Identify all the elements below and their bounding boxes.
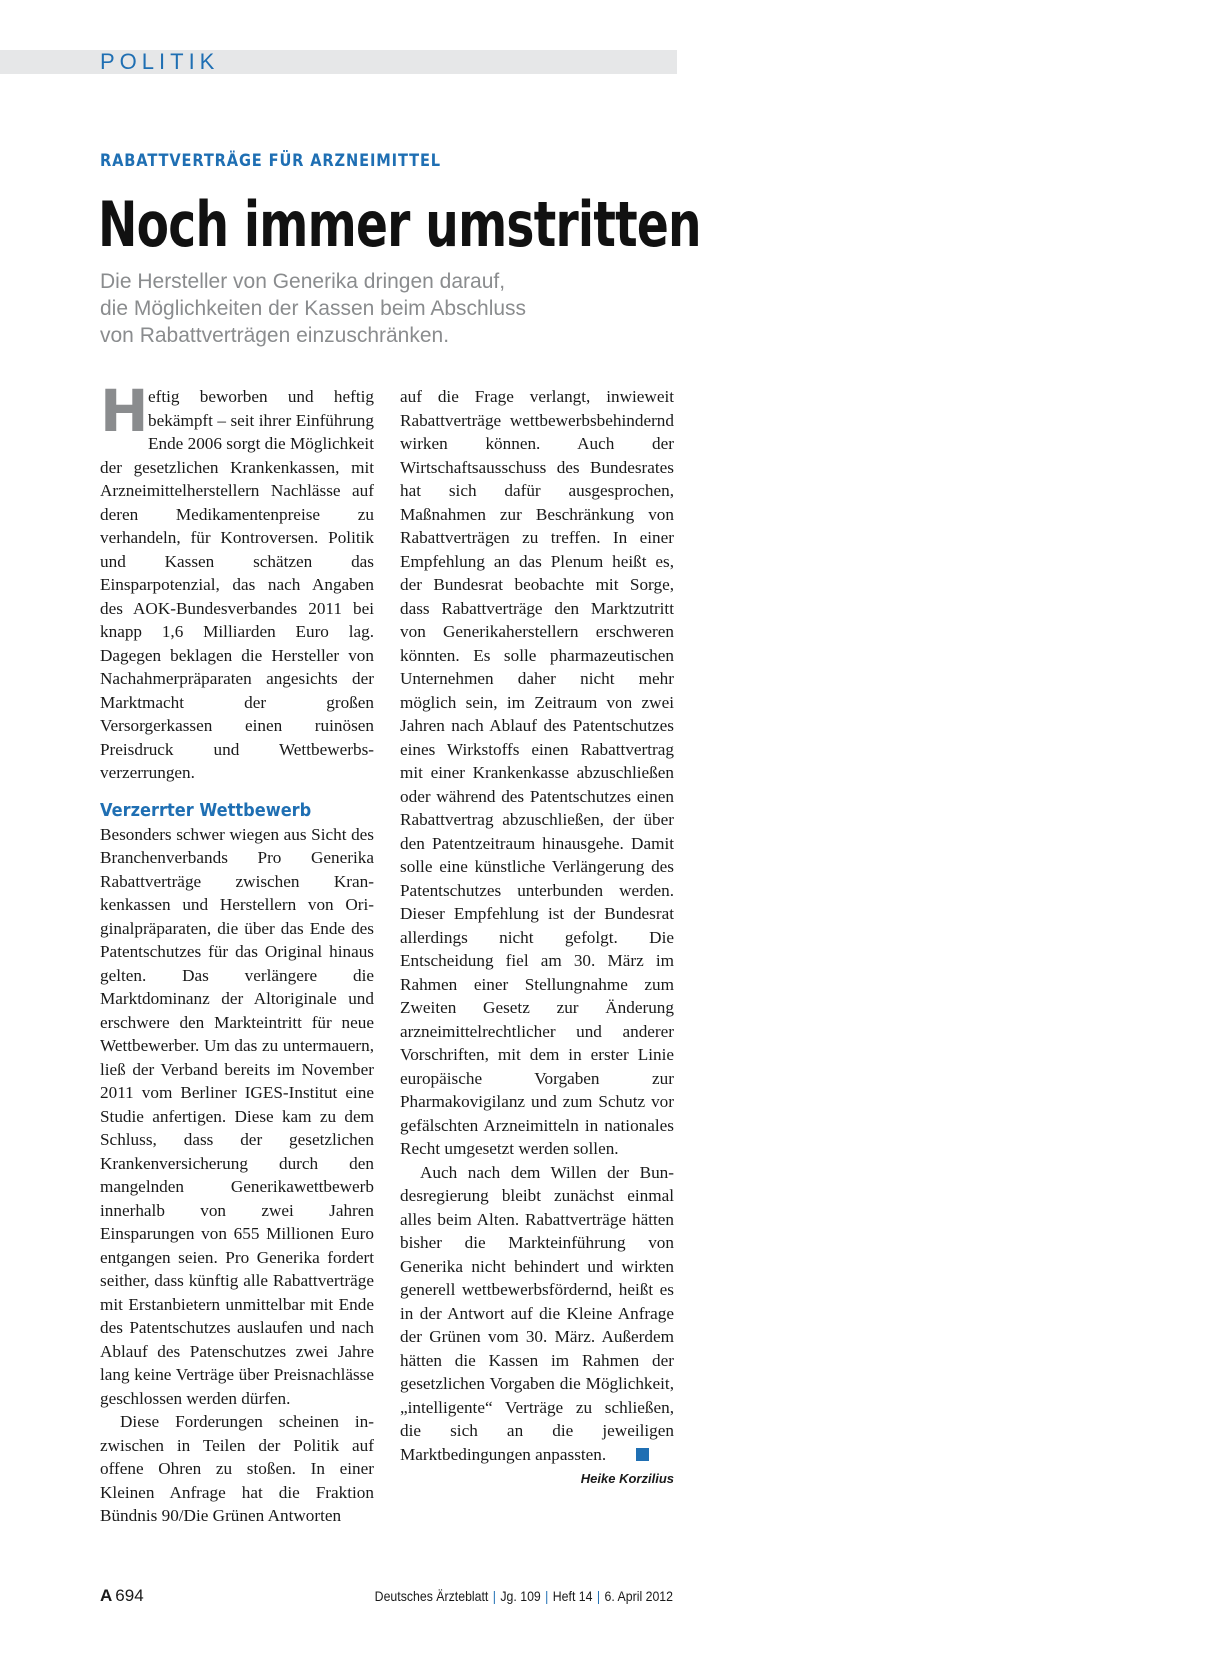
page-number: A 694 [100, 1586, 144, 1605]
journal-issue: Heft 14 [552, 1588, 593, 1604]
dropcap: H [100, 377, 149, 445]
article-column-left [100, 377, 374, 1528]
section-label: POLITIK [100, 49, 220, 74]
paragraph: Besonders schwer wiegen aus Sicht des Branchenverbands Pro Generika Rabattverträge zwischen Krankenkassen und Herstellern von Originalpräparaten, die über das Ende des Patentschutzes für das Original hinaus gelten. Das verlängere die Marktdominanz der Altoriginale und erschwere den Markteintritt für neue Wettbewerber. Um das zu untermauern, ließ der Verband bereits im November 2011 vom Berliner IGES-Institut eine Studie anfertigen. Diese kam zu dem Schluss, dass der gesetzlichen Krankenversicherung durch den mangelnden Generikawettbewerb innerhalb von zwei Jahren Einsparungen von 655 Millionen Euro entgangen seien. Pro Generika fordert seither, dass künftig alle Rabattverträge mit Erstanbietern unmittelbar mit Ende des Patentschutzes auslaufen und nach Ablauf des Patenschutzes zwei Jahre lang keine Verträge über Preisnachlässe geschlossen werden dürfen. [100, 824, 374, 1408]
end-mark-icon [636, 1448, 649, 1461]
paragraph-continued: auf die Frage verlangt, inwieweit Rabattverträge wettbewerbsbehindernd wirken können. Auch der Wirtschaftsausschuss des Bundesrates hat sich dafür ausgesprochen, Maßnahmen zur Beschränkung von Rabattverträgen zu treffen. In einer Empfehlung an das Plenum heißt es, der Bundesrat beobachte mit Sorge, dass Rabattverträge den Marktzutritt von Generikaherstellern erschweren könnten. Es solle pharmazeutischen Unternehmen daher nicht mehr möglich sein, im Zeitraum von zwei Jahren nach Ablauf des Patentschutzes eines Wirkstoffs einen Rabattvertrag mit einer Krankenkasse abzuschließen oder während des Patentschutzes einen Rabattvertrag abzuschließen, der über den Patentzeitraum hinausgehe. Damit solle eine künstliche Verlängerung des Patentschutzes unterbunden werden. Dieser Empfehlung ist der Bundesrat allerdings nicht gefolgt. Die Entscheidung fiel am 30. März im Rahmen einer Stellungnahme zum Zweiten Gesetz zur Änderung arzneimittelrechtlicher und anderer Vorschriften, mit dem in erster Linie europäische Vorgaben zur Pharmakovigilanz und zum Schutz vor gefälschten Arzneimitteln in nationales Recht umgesetzt werden sollen. [400, 387, 674, 1158]
journal-volume: Jg. 109 [500, 1588, 541, 1604]
article-headline: Noch immer umstritten [98, 188, 701, 261]
paragraph: eftig beworben und heftig bekämpft – seit ihrer Einführung Ende 2006 sorgt die Möglichkeit der gesetzlichen Krankenkassen, mit Arzneimittelherstellern Nachlässe auf deren Medikamentenpreise zu verhandeln, für Kontroversen. Politik und Kassen schätzen das Einsparpotenzial, das nach Angaben des AOK-Bundesverbandes 2011 bei knapp 1,6 Milliarden Euro lag. Dagegen beklagen die Hersteller von Nachahmerpräparaten angesichts der Marktmacht der großen Versorgerkassen einen ruinösen Preisdruck und Wettbewerbsverzerrungen. [100, 387, 374, 782]
journal-date: 6. April 2012 [604, 1588, 673, 1604]
paragraph: Auch nach dem Willen der Bundesregierung bleibt zunächst einmal alles beim Alten. Rabattverträge hätten bisher die Markteinführung von Generika nicht behindert und wirkten generell wettbewerbsfördernd, heißt es in der Antwort auf die Kleine Anfrage der Grünen vom 30. März. Außerdem hätten die Kassen im Rahmen der gesetzlichen Vorgaben die Möglichkeit, „intelligente“ Verträge zu schließen, die sich an die jeweiligen Marktbedingungen anpassten. [400, 1162, 674, 1464]
journal-name: Deutsches Ärzteblatt [374, 1588, 489, 1604]
paragraph-continued: Diese Forderungen scheinen inzwischen in Teilen der Politik auf offene Ohren zu stoßen. In einer Kleinen Anfrage hat die Fraktion Bündnis 90/Die Grünen Antworten [100, 1412, 374, 1525]
lead-line: von Rabattverträgen einzuschränken. [100, 324, 450, 347]
article-column-right [400, 385, 674, 1490]
journal-info: Deutsches Ärzteblatt | Jg. 109 | Heft 14 | 6. April 2012 [374, 1588, 673, 1604]
article-lead [100, 268, 660, 349]
subheading: Verzerrter Wettbewerb [100, 799, 312, 821]
lead-line: Die Hersteller von Generika dringen darauf, [100, 270, 506, 293]
author-byline: Heike Korzilius [580, 1471, 674, 1486]
lead-line: die Möglichkeiten der Kassen beim Abschluss [100, 297, 527, 320]
article-kicker: RABATTVERTRÄGE FÜR ARZNEIMITTEL [100, 151, 441, 171]
